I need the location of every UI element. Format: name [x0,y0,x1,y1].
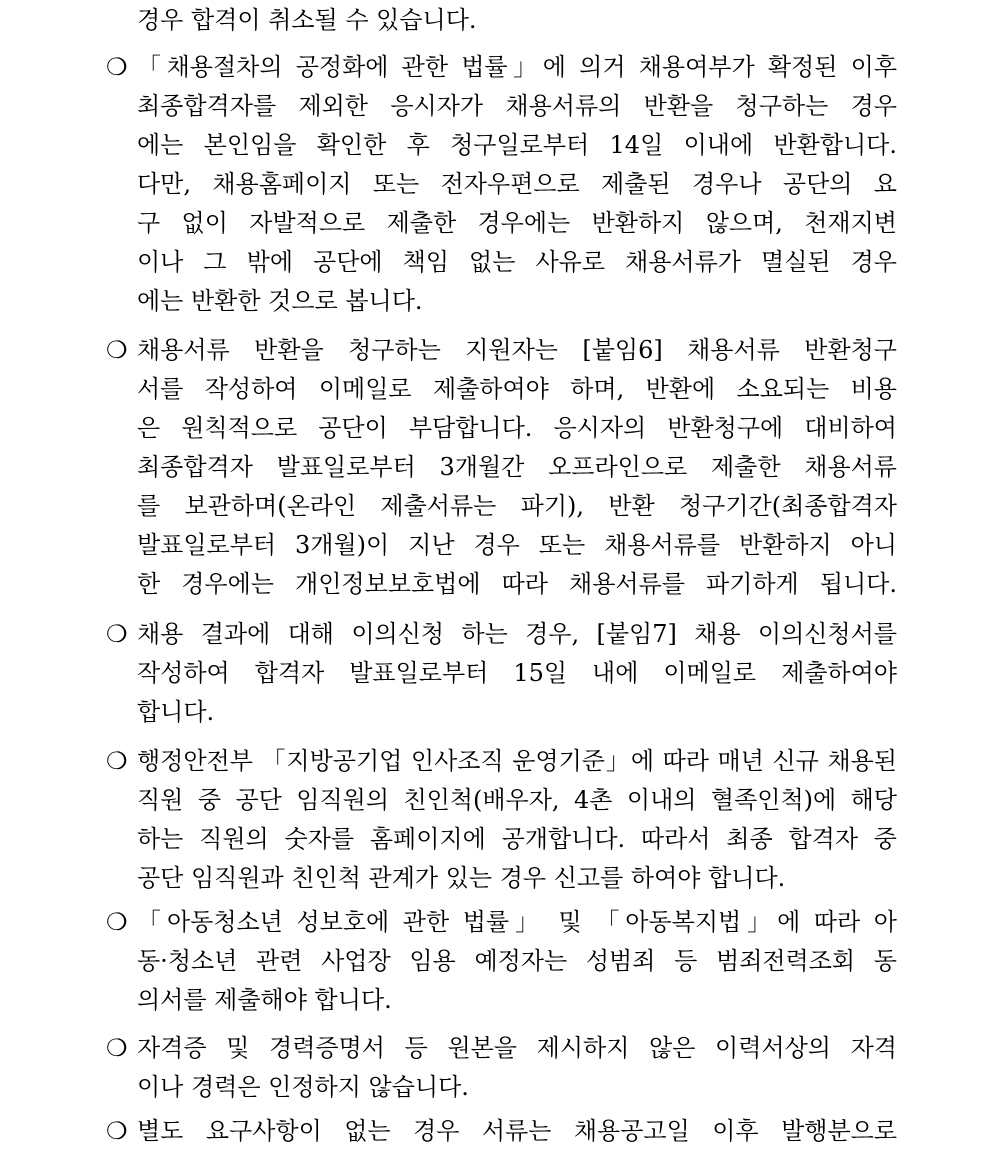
item-4-line-4: 공단 임직원과 친인척 관계가 있는 경우 신고를 하여야 합니다. [137,864,786,892]
item-2-line-3: 은 원칙적으로 공단이 부담합니다. 응시자의 반환청구에 대비하여 [137,414,897,442]
item-1-line-2: 최종합격자를 제외한 응시자가 채용서류의 반환을 청구하는 경우 [137,92,897,120]
item-5-line-3: 의서를 제출해야 합니다. [137,986,392,1014]
item-1-line-7: 에는 반환한 것으로 봅니다. [137,287,423,315]
item-2-line-2: 서를 작성하여 이메일로 제출하여야 하며, 반환에 소요되는 비용 [137,375,897,403]
item-4-line-2: 직원 중 공단 임직원의 친인척(배우자, 4촌 이내의 혈족인척)에 해당 [137,786,897,814]
item-1-line-3: 에는 본인임을 확인한 후 청구일로부터 14일 이내에 반환합니다. [137,131,897,159]
circle-bullet-icon: ❍ [106,908,128,936]
circle-bullet-icon: ❍ [106,747,128,775]
item-6-line-1: 자격증 및 경력증명서 등 원본을 제시하지 않은 이력서상의 자격 [137,1034,897,1062]
item-7-line-1: 별도 요구사항이 없는 경우 서류는 채용공고일 이후 발행분으로 [137,1117,897,1145]
item-5-line-1: 「아동청소년 성보호에 관한 법률」 및 「아동복지법」에 따라 아 [137,908,897,936]
circle-bullet-icon: ❍ [106,620,128,648]
continuation-line: 경우 합격이 취소될 수 있습니다. [137,6,477,34]
item-2-line-5: 를 보관하며(온라인 제출서류는 파기), 반환 청구기간(최종합격자 [137,492,897,520]
circle-bullet-icon: ❍ [106,336,128,364]
item-3-line-2: 작성하여 합격자 발표일로부터 15일 내에 이메일로 제출하여야 [137,659,897,687]
item-2-line-6: 발표일로부터 3개월)이 지난 경우 또는 채용서류를 반환하지 아니 [137,531,897,559]
item-3-line-3: 합니다. [137,698,215,726]
item-2-line-1: 채용서류 반환을 청구하는 지원자는 [붙임6] 채용서류 반환청구 [137,336,897,364]
item-6-line-2: 이나 경력은 인정하지 않습니다. [137,1073,469,1101]
circle-bullet-icon: ❍ [106,53,128,81]
item-4-line-1: 행정안전부 「지방공기업 인사조직 운영기준」에 따라 매년 신규 채용된 [137,747,897,775]
item-1-line-1: 「채용절차의 공정화에 관한 법률」에 의거 채용여부가 확정된 이후 [137,53,897,81]
circle-bullet-icon: ❍ [106,1117,128,1145]
item-1-line-4: 다만, 채용홈페이지 또는 전자우편으로 제출된 경우나 공단의 요 [137,170,897,198]
item-1-line-5: 구 없이 자발적으로 제출한 경우에는 반환하지 않으며, 천재지변 [137,209,897,237]
item-4-line-3: 하는 직원의 숫자를 홈페이지에 공개합니다. 따라서 최종 합격자 중 [137,825,897,853]
item-3-line-1: 채용 결과에 대해 이의신청 하는 경우, [붙임7] 채용 이의신청서를 [137,620,897,648]
item-2-line-7: 한 경우에는 개인정보보호법에 따라 채용서류를 파기하게 됩니다. [137,570,897,598]
item-5-line-2: 동·청소년 관련 사업장 임용 예정자는 성범죄 등 범죄전력조회 동 [137,947,897,975]
circle-bullet-icon: ❍ [106,1034,128,1062]
item-1-line-6: 이나 그 밖에 공단에 책임 없는 사유로 채용서류가 멸실된 경우 [137,248,897,276]
item-2-line-4: 최종합격자 발표일로부터 3개월간 오프라인으로 제출한 채용서류 [137,453,897,481]
